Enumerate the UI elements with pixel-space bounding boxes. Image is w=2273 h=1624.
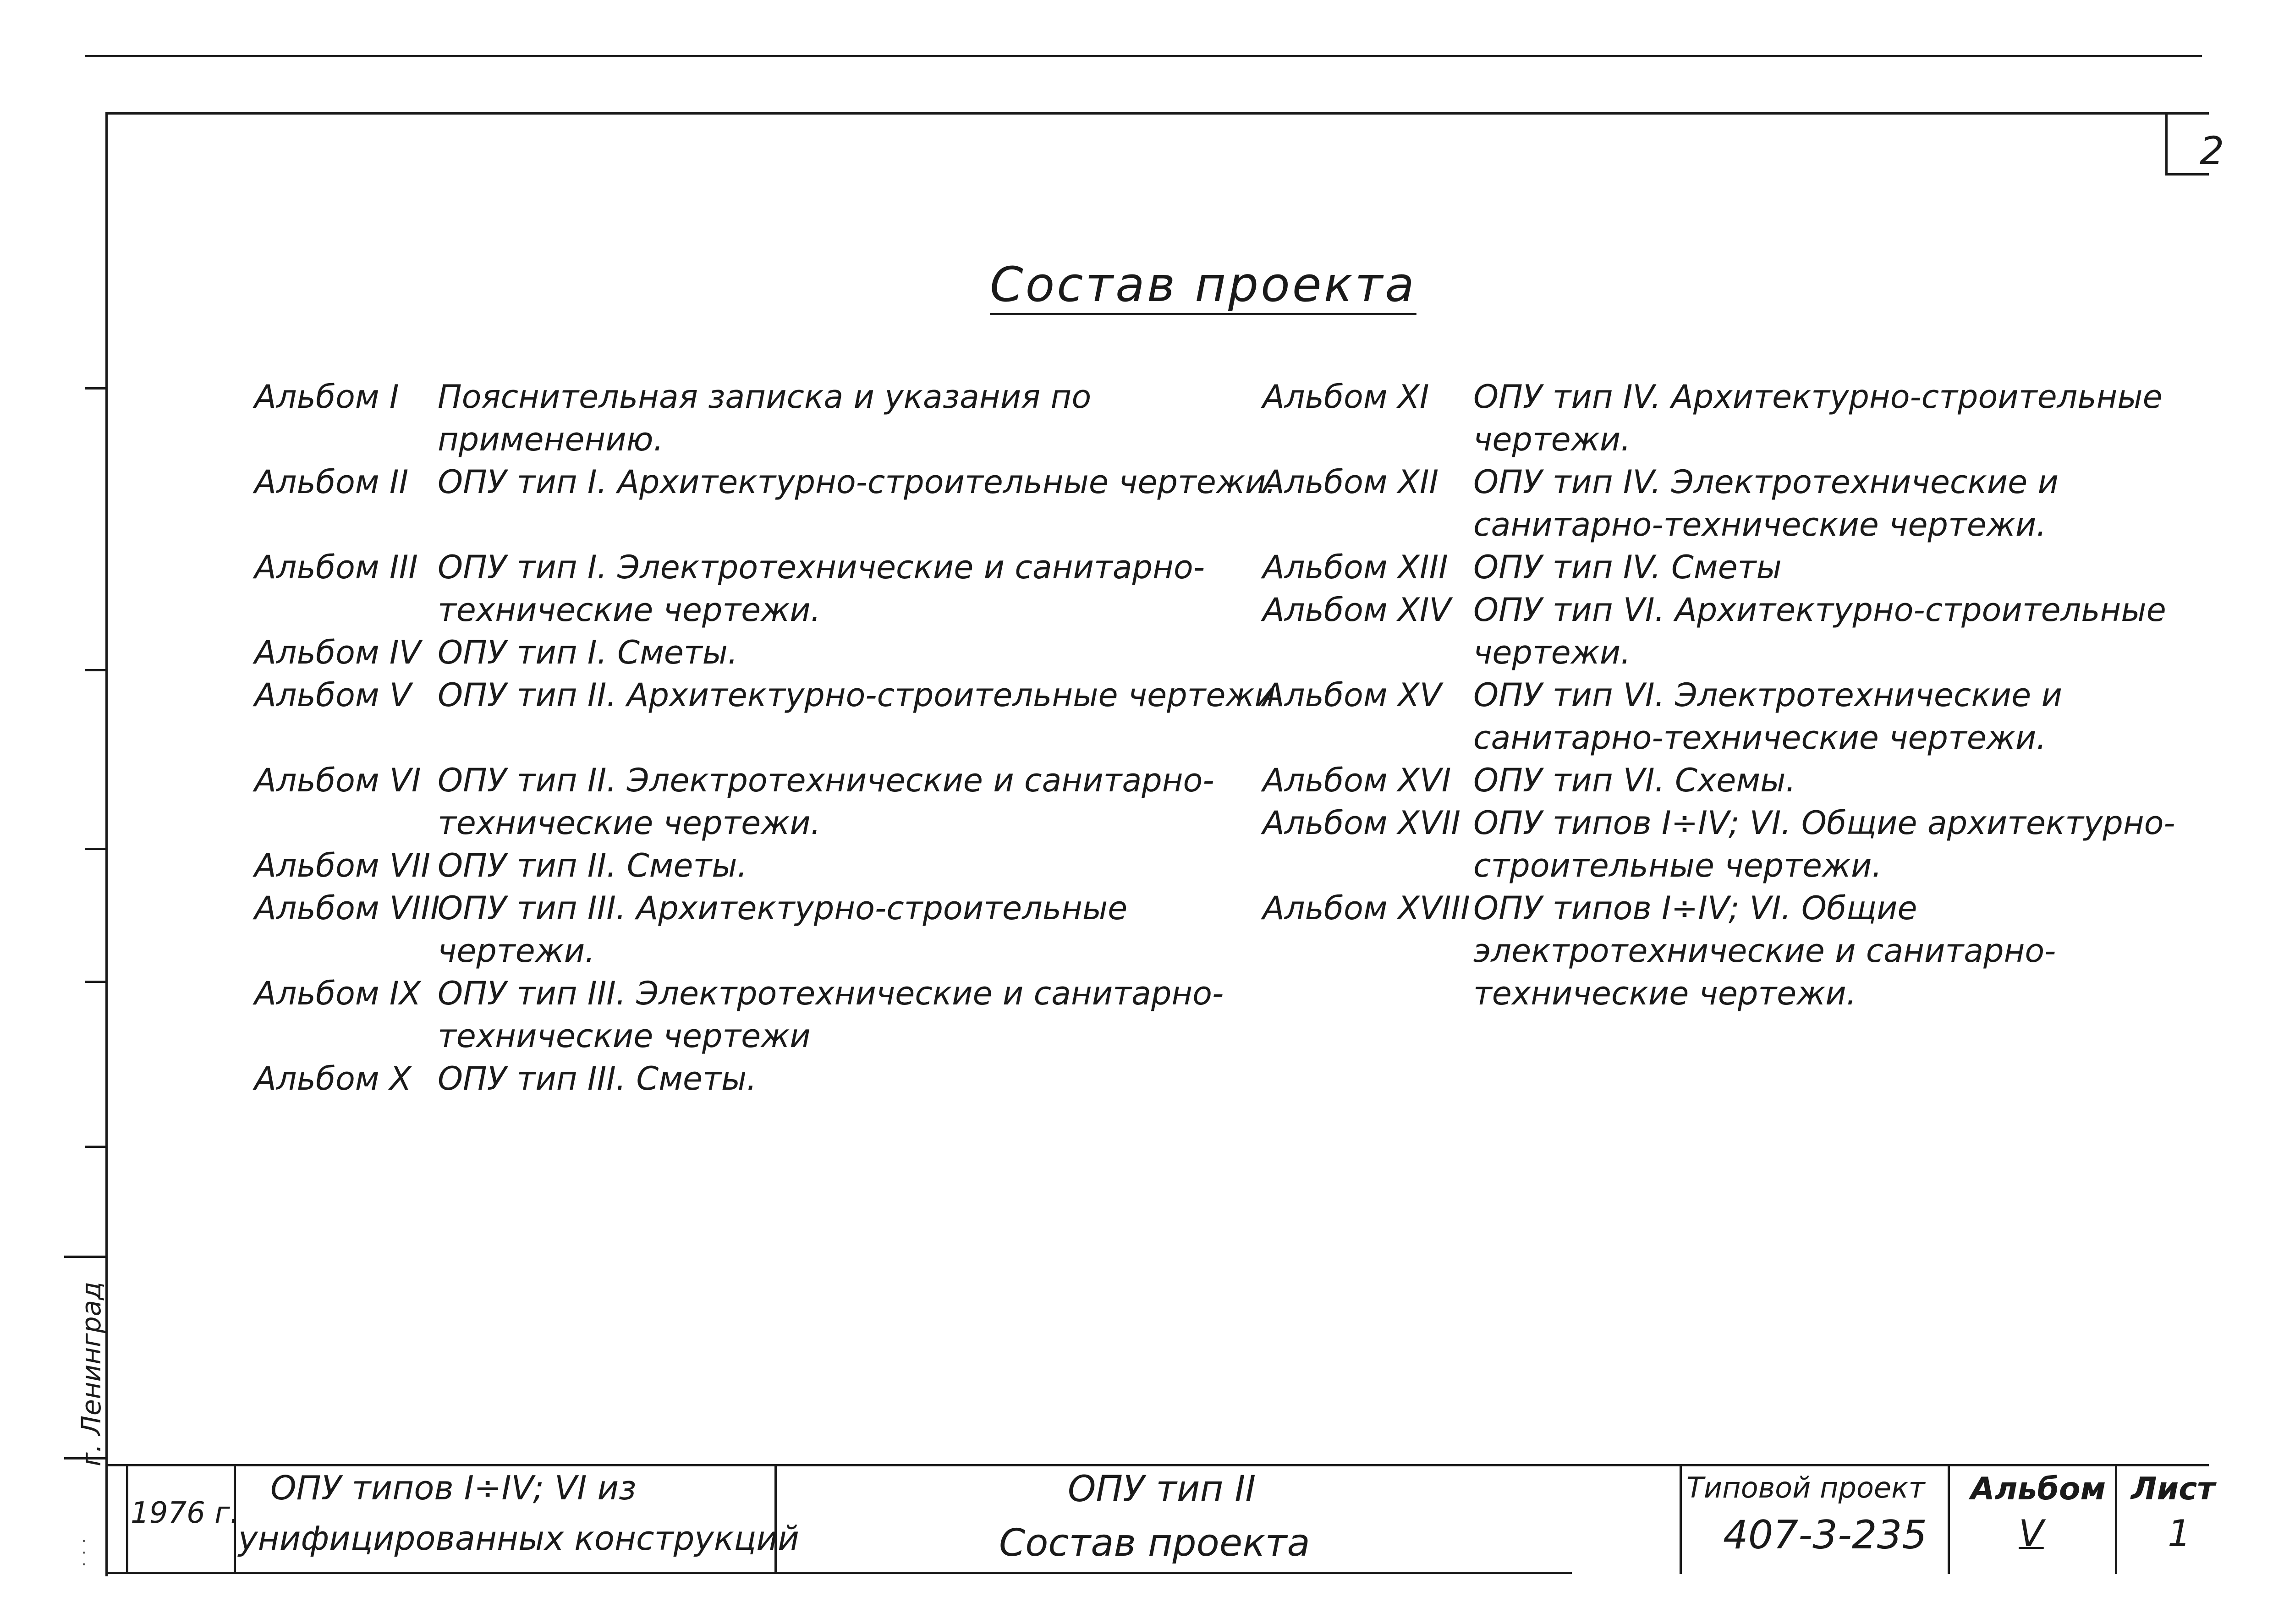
margin-tick <box>85 981 105 983</box>
album-entry <box>254 546 1285 631</box>
album-entry <box>1263 376 2202 461</box>
title-block-divider <box>1948 1464 1950 1574</box>
album-description: ОПУ тип II. Сметы. <box>438 847 747 884</box>
album-description: ОПУ тип VI. Схемы. <box>1473 762 1796 799</box>
albums-right-column <box>1263 376 2202 1015</box>
album-label: Альбом IX <box>254 975 421 1012</box>
title-block-sheet-label: Лист <box>2131 1471 2215 1507</box>
album-entry <box>1263 674 2202 759</box>
album-label: Альбом II <box>254 463 409 501</box>
title-block-project-label: Типовой проект <box>1686 1471 1925 1504</box>
album-label: Альбом XIV <box>1263 591 1451 629</box>
title-block-series-line2: унифицированных конструкций <box>238 1519 799 1558</box>
title-block-divider <box>1680 1464 1682 1574</box>
title-block-album-label: Альбом <box>1971 1471 2106 1507</box>
album-description: ОПУ тип III. Сметы. <box>438 1060 757 1097</box>
album-description: Пояснительная записка и указания по применению. <box>438 378 1092 458</box>
album-label: Альбом XII <box>1263 463 1439 501</box>
album-description: ОПУ тип I. Сметы. <box>438 634 738 671</box>
album-entry <box>254 1058 1285 1100</box>
frame-top-border <box>105 112 2209 115</box>
title-block-divider <box>2115 1464 2117 1574</box>
album-label: Альбом VII <box>254 847 431 884</box>
title-block-bottom <box>105 1572 1572 1574</box>
album-description: ОПУ тип VI. Архитектурно-строительные чертежи. <box>1473 591 2166 671</box>
album-entry <box>254 631 1285 674</box>
album-description: ОПУ тип II. Электротехнические и санитарно-технические чертежи. <box>438 762 1214 842</box>
title-block-doc-line2: Состав проекта <box>999 1521 1310 1565</box>
page-title: Состав проекта <box>990 257 1417 313</box>
album-entry <box>1263 759 2202 802</box>
album-label: Альбом XV <box>1263 676 1442 714</box>
album-description: ОПУ тип I. Архитектурно-строительные чертежи. <box>438 463 1276 501</box>
album-label: Альбом XI <box>1263 378 1429 416</box>
album-entry <box>254 674 1285 759</box>
title-block-project-number: 407-3-235 <box>1723 1512 1927 1558</box>
album-description: ОПУ тип IV. Архитектурно-строительные чертежи. <box>1473 378 2163 458</box>
title-block-sheet-value: 1 <box>2168 1512 2191 1555</box>
album-label: Альбом VI <box>254 762 421 799</box>
album-entry <box>1263 887 2202 1015</box>
title-block-doc-line1: ОПУ тип II <box>1068 1469 1256 1510</box>
album-entry <box>254 972 1285 1058</box>
album-label: Альбом XVI <box>1263 762 1451 799</box>
album-description: ОПУ типов I÷IV; VI. Общие электротехнические и санитарно-технические чертежи. <box>1473 889 2056 1012</box>
album-label: Альбом I <box>254 378 399 416</box>
margin-tick <box>85 1146 105 1148</box>
title-block-series-line1: ОПУ типов I÷IV; VI из <box>270 1469 637 1507</box>
margin-tick <box>64 1256 105 1258</box>
album-label: Альбом III <box>254 549 418 586</box>
sheet-number: 2 <box>2200 128 2224 173</box>
album-entry <box>254 845 1285 887</box>
album-entry <box>1263 546 2202 589</box>
album-label: Альбом X <box>254 1060 412 1097</box>
album-description: ОПУ тип II. Архитектурно-строительные чертежи <box>438 676 1276 714</box>
album-entry <box>1263 589 2202 674</box>
album-description: ОПУ тип IV. Электротехнические и санитарно-технические чертежи. <box>1473 463 2059 543</box>
top-rule <box>85 55 2202 57</box>
album-description: ОПУ тип III. Архитектурно-строительные чертежи. <box>438 889 1128 970</box>
album-description: ОПУ типов I÷IV; VI. Общие архитектурно-строительные чертежи. <box>1473 804 2175 884</box>
side-city-label: г. Ленинград <box>76 1281 107 1466</box>
album-description: ОПУ тип VI. Электротехнические и санитарно-технические чертежи. <box>1473 676 2062 757</box>
album-label: Альбом XVIII <box>1263 889 1470 927</box>
album-entry <box>254 887 1285 972</box>
albums-left-column <box>254 376 1285 1100</box>
album-description: ОПУ тип IV. Сметы <box>1473 549 1782 586</box>
album-entry <box>254 376 1285 461</box>
album-label: Альбом V <box>254 676 412 714</box>
margin-tick <box>85 848 105 850</box>
title-block-top <box>105 1464 2209 1466</box>
album-entry <box>254 461 1285 546</box>
album-entry <box>1263 802 2202 887</box>
title-block-divider <box>126 1464 128 1574</box>
sheet-number-box-left <box>2165 112 2168 174</box>
margin-tick <box>85 669 105 671</box>
album-entry <box>1263 461 2202 546</box>
album-description: ОПУ тип III. Электротехнические и санитарно-технические чертежи <box>438 975 1224 1055</box>
margin-tick <box>85 387 105 390</box>
title-block-album-value: V <box>2019 1512 2044 1555</box>
side-faded-mark: . . . <box>69 1538 90 1567</box>
album-description: ОПУ тип I. Электротехнические и санитарно-технические чертежи. <box>438 549 1205 629</box>
album-label: Альбом IV <box>254 634 421 671</box>
album-label: Альбом XVII <box>1263 804 1461 842</box>
album-label: Альбом VIII <box>254 889 440 927</box>
album-label: Альбом XIII <box>1263 549 1448 586</box>
album-entry <box>254 759 1285 845</box>
title-block-year: 1976 г. <box>131 1496 240 1530</box>
sheet-number-box-bottom <box>2165 173 2209 176</box>
